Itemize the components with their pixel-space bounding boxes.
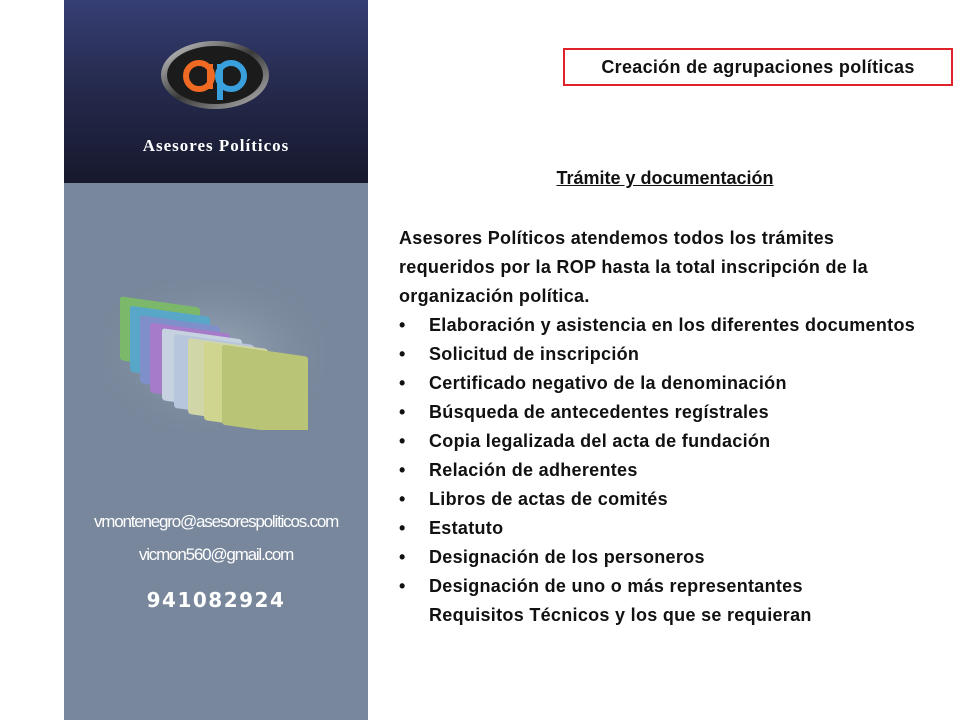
list-item: • Búsqueda de antecedentes regístrales [399,398,919,427]
list-item: • Libros de actas de comités [399,485,919,514]
bullet-icon: • [399,402,406,422]
phone-number: 941082924 [146,588,286,612]
email-primary[interactable]: vmontenegro@asesorespoliticos.com [93,512,339,531]
list-item: • Estatuto [399,514,919,543]
bullet-icon: • [399,547,406,567]
bullet-icon: • [399,431,406,451]
bullet-icon: • [399,373,406,393]
sidebar [64,0,368,720]
intro-lead: Asesores Políticos [399,228,566,248]
bullet-icon: • [399,576,406,596]
folders-image [104,280,324,430]
brand-name: Asesores Políticos [142,136,290,155]
list-item: • Solicitud de inscripción [399,340,919,369]
bullet-icon: • [399,518,406,538]
requirements-list [399,311,919,630]
bullet-icon: • [399,489,406,509]
intro-paragraph [399,224,919,311]
section-subtitle: Trámite y documentación [556,168,774,188]
ap-logo [160,40,270,110]
list-item-continuation: Requisitos Técnicos y los que se requieran [429,605,812,625]
list-item: • Designación de uno o más representantes Requisitos Técnicos y los que se requieran [399,572,919,630]
list-item: • Relación de adherentes [399,456,919,485]
bullet-icon: • [399,460,406,480]
email-secondary[interactable]: vicmon560@gmail.com [138,545,294,564]
list-item: • Elaboración y asistencia en los diferentes documentos [399,311,919,340]
list-item: • Designación de los personeros [399,543,919,572]
bullet-icon: • [399,315,406,335]
bullet-icon: • [399,344,406,364]
intro-text: atendemos todos los trámites requeridos por la ROP hasta la total inscripción de la organización política. [399,228,868,306]
sidebar-header [64,0,368,183]
list-item: • Copia legalizada del acta de fundación [399,427,919,456]
page-title: Creación de agrupaciones políticas [563,48,953,86]
list-item: • Certificado negativo de la denominación [399,369,919,398]
